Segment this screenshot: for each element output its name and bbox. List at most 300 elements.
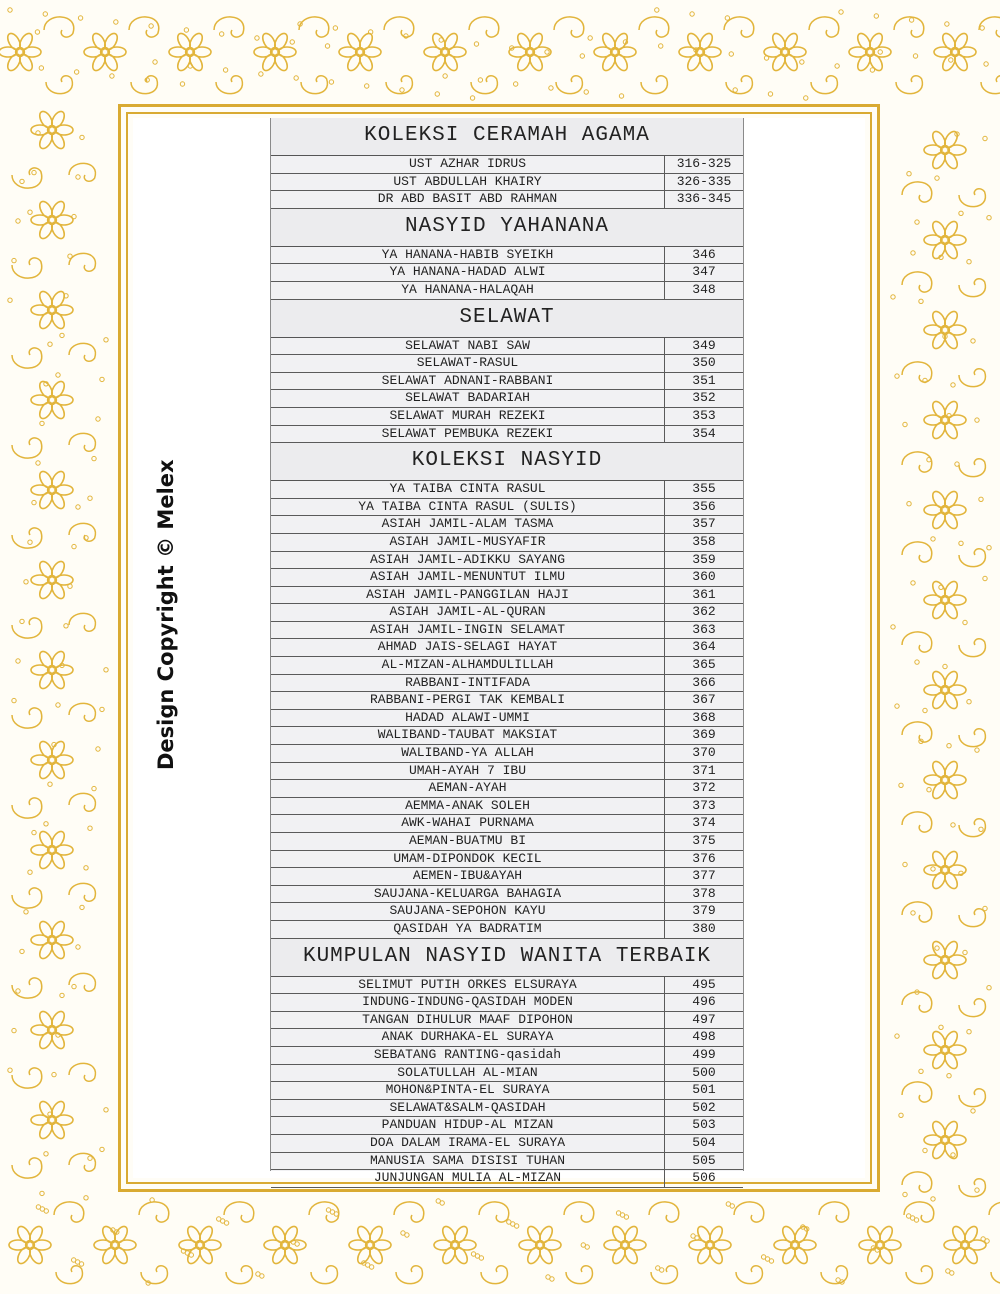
table-row [271, 355, 743, 373]
vine-scroll [902, 452, 932, 472]
vine-scroll [736, 1266, 762, 1284]
flower-petal [942, 489, 960, 510]
vine-scroll [56, 1266, 82, 1284]
item-number: 355 [692, 481, 716, 497]
flower-petal [942, 759, 960, 780]
ornament-dot [110, 74, 114, 78]
flower-petal [452, 1224, 470, 1245]
item-number: 380 [692, 920, 716, 936]
item-number: 502 [692, 1099, 716, 1115]
ornament-dot [983, 906, 987, 910]
ornament-dot [895, 1034, 899, 1038]
item-number: 359 [692, 551, 716, 567]
flower-petal [537, 1224, 555, 1245]
flower-petal [197, 1224, 215, 1245]
flower-petal [49, 919, 67, 940]
vine-scroll [556, 76, 582, 94]
ornament-dot [255, 36, 259, 40]
flower-petal [942, 309, 960, 330]
table-row [271, 338, 743, 356]
item-title: QASIDAH YA BADRATIM [271, 921, 665, 938]
ornament-dot [149, 24, 153, 28]
ornament-dot [915, 220, 919, 224]
ornament-dot [68, 254, 72, 258]
item-title: AHMAD JAIS-SELAGI HAYAT [271, 639, 665, 656]
item-title: ASIAH JAMIL-ADIKKU SAYANG [271, 552, 665, 569]
item-title: SAUJANA-KELUARGA BAHAGIA [271, 886, 665, 903]
ornament-dot [507, 1220, 511, 1224]
ornament-dot [8, 8, 12, 12]
ornament-dot [100, 377, 104, 381]
ornament-dot [44, 1152, 48, 1156]
vine-scroll [959, 189, 985, 207]
table-row [271, 552, 743, 570]
ornament-dot [980, 26, 984, 30]
ornament-dot [619, 94, 623, 98]
ornament-dot [326, 1208, 330, 1212]
ornament-dot [975, 748, 979, 752]
item-title: AEMMA-ANAK SOLEH [271, 798, 665, 815]
vine-scroll [639, 17, 669, 37]
vine-scroll [902, 1082, 932, 1102]
item-number: 347 [692, 264, 716, 280]
ornament-dot [100, 707, 104, 711]
item-title: SELAWAT NABI SAW [271, 338, 665, 355]
ornament-dot [72, 1258, 76, 1262]
ornament-dot [584, 90, 588, 94]
item-title: AEMAN-BUATMU BI [271, 833, 665, 850]
item-title: UST ABDULLAH KHAIRY [271, 174, 665, 191]
ornament-dot [16, 659, 20, 663]
section-title: KUMPULAN NASYID WANITA TERBAIK [271, 939, 743, 977]
vine-scroll [902, 182, 932, 202]
ornament-dot [478, 78, 482, 82]
flower-petal [442, 31, 460, 52]
ornament-dot [84, 866, 88, 870]
ornament-dot [325, 44, 329, 48]
ornament-dot [180, 82, 184, 86]
vine-scroll [959, 1089, 985, 1107]
table-row [271, 408, 743, 426]
vine-scroll [226, 1266, 252, 1284]
flower-petal [942, 849, 960, 870]
flower-petal [367, 1224, 385, 1245]
ornament-dot [951, 1153, 955, 1157]
vine-scroll [69, 703, 95, 721]
ornament-dot [839, 10, 843, 14]
ornament-dot [971, 1109, 975, 1113]
ornament-dot [223, 68, 227, 72]
ornament-dot [20, 619, 24, 623]
ornament-dot [835, 64, 839, 68]
item-title: RABBANI-INTIFADA [271, 675, 665, 692]
table-row [271, 921, 743, 939]
vine-scroll [959, 999, 985, 1017]
vine-scroll [69, 613, 95, 631]
vine-scroll [649, 1202, 679, 1222]
vine-scroll [991, 1266, 1000, 1284]
flower-petal [49, 739, 67, 760]
item-number: 364 [692, 639, 716, 655]
ornament-dot [28, 870, 32, 874]
ornament-dot [903, 1192, 907, 1196]
ornament-dot [8, 1068, 12, 1072]
flower-petal [187, 31, 205, 52]
item-number: 500 [692, 1064, 716, 1080]
vine-scroll [481, 1266, 507, 1284]
vine-scroll [902, 812, 932, 832]
ornament-dot [870, 68, 874, 72]
item-title: YA HANANA-HADAD ALWI [271, 264, 665, 281]
ornament-dot [88, 826, 92, 830]
vine-scroll [129, 17, 159, 37]
table-row [271, 174, 743, 192]
item-number: 351 [692, 372, 716, 388]
ornament-dot [365, 84, 369, 88]
table-row [271, 264, 743, 282]
vine-scroll [46, 76, 72, 94]
ornament-dot [24, 580, 28, 584]
ornament-dot [911, 251, 915, 255]
table-row [271, 481, 743, 499]
ornament-dot [975, 1188, 979, 1192]
item-number: 504 [692, 1134, 716, 1150]
item-number: 499 [692, 1046, 716, 1062]
ornament-dot [104, 1108, 108, 1112]
item-number: 326-335 [676, 173, 732, 189]
item-number: 379 [692, 903, 716, 919]
flower-petal [17, 31, 35, 52]
vine-scroll [979, 17, 1000, 37]
ornament-dot [217, 1217, 221, 1221]
vine-scroll [902, 992, 932, 1012]
ornament-dot [690, 12, 694, 16]
item-title: ASIAH JAMIL-PANGGILAN HAJI [271, 587, 665, 604]
vine-scroll [44, 17, 74, 37]
vine-scroll [641, 76, 667, 94]
ornament-dot [907, 502, 911, 506]
section-title: KOLEKSI CERAMAH AGAMA [271, 118, 743, 156]
ornament-dot [259, 72, 263, 76]
item-title: MANUSIA SAMA DISISI TUHAN [271, 1153, 665, 1170]
flower-petal [697, 31, 715, 52]
item-number: 506 [692, 1170, 716, 1186]
ornament-dot [35, 30, 39, 34]
ornament-dot [919, 1069, 923, 1073]
ornament-dot [471, 1252, 475, 1256]
ornament-dot [764, 56, 768, 60]
item-number: 377 [692, 868, 716, 884]
ornament-dot [333, 26, 337, 30]
flower-petal [782, 31, 800, 52]
vine-scroll [959, 639, 985, 657]
ornament-dot [949, 58, 953, 62]
ornament-dot [836, 1278, 840, 1282]
flower-petal [49, 1099, 67, 1120]
flower-petal [942, 579, 960, 600]
vine-scroll [959, 1179, 985, 1197]
item-number: 365 [692, 657, 716, 673]
table-row [271, 657, 743, 675]
table-row [271, 282, 743, 300]
ornament-dot [16, 219, 20, 223]
ornament-dot [959, 211, 963, 215]
ornament-dot [923, 708, 927, 712]
item-number: 373 [692, 797, 716, 813]
flower-petal [49, 289, 67, 310]
flower-petal [942, 1119, 960, 1140]
table-row [271, 815, 743, 833]
item-number: 501 [692, 1082, 716, 1098]
vine-scroll [69, 343, 95, 361]
table-row [271, 977, 743, 995]
table-row [271, 994, 743, 1012]
item-number: 361 [692, 586, 716, 602]
item-title: PANDUAN HIDUP-AL MIZAN [271, 1117, 665, 1134]
flower-petal [867, 31, 885, 52]
table-row [271, 390, 743, 408]
ornament-dot [76, 175, 80, 179]
item-number: 498 [692, 1029, 716, 1045]
ornament-dot [691, 1234, 695, 1238]
vine-scroll [981, 76, 1000, 94]
ornament-dot [899, 783, 903, 787]
vine-scroll [12, 1068, 42, 1088]
vine-scroll [12, 708, 42, 728]
item-title: SELAWAT-RASUL [271, 355, 665, 372]
vine-scroll [959, 549, 985, 567]
ornament-dot [36, 1205, 40, 1209]
ornament-dot [88, 496, 92, 500]
item-title: WALIBAND-TAUBAT MAKSIAT [271, 727, 665, 744]
vine-scroll [69, 793, 95, 811]
vine-scroll [902, 902, 932, 922]
flower-petal [942, 219, 960, 240]
ornament-dot [927, 788, 931, 792]
flower-petal [49, 379, 67, 400]
ornament-dot [84, 1196, 88, 1200]
item-title: SELAWAT ADNANI-RABBANI [271, 373, 665, 390]
flower-petal [622, 1224, 640, 1245]
vine-scroll [471, 76, 497, 94]
ornament-dot [549, 86, 553, 90]
ornament-dot [43, 12, 47, 16]
vine-scroll [12, 528, 42, 548]
vine-scroll [69, 883, 95, 901]
item-title: SELIMUT PUTIH ORKES ELSURAYA [271, 977, 665, 994]
ornament-dot [984, 62, 988, 66]
table-row [271, 587, 743, 605]
ornament-dot [983, 136, 987, 140]
table-row [271, 1029, 743, 1047]
ornament-dot [903, 422, 907, 426]
ornament-dot [80, 905, 84, 909]
ornament-dot [907, 172, 911, 176]
item-title: AWK-WAHAI PURNAMA [271, 815, 665, 832]
item-title: SELAWAT&SALM-QASIDAH [271, 1100, 665, 1117]
vine-scroll [301, 76, 327, 94]
vine-scroll [12, 888, 42, 908]
vine-scroll [394, 1202, 424, 1222]
ornament-dot [913, 54, 917, 58]
ornament-dot [104, 338, 108, 342]
ornament-dot [12, 698, 16, 702]
ornament-dot [92, 786, 96, 790]
vine-scroll [12, 348, 42, 368]
ornament-dot [580, 54, 584, 58]
ornament-dot [72, 544, 76, 548]
table-row [271, 247, 743, 265]
ornament-dot [48, 782, 52, 786]
item-title: INDUNG-INDUNG-QASIDAH MODEN [271, 994, 665, 1011]
ornament-dot [20, 179, 24, 183]
ornament-dot [951, 383, 955, 387]
table-row [271, 156, 743, 174]
table-row [271, 903, 743, 921]
ornament-dot [581, 1243, 585, 1247]
flower-petal [357, 31, 375, 52]
ornament-dot [60, 993, 64, 997]
flower-petal [49, 829, 67, 850]
item-title: SELAWAT MURAH REZEKI [271, 408, 665, 425]
ornament-dot [659, 44, 663, 48]
vine-scroll [902, 272, 932, 292]
ornament-dot [40, 421, 44, 425]
vine-scroll [12, 618, 42, 638]
vine-scroll [651, 1266, 677, 1284]
vine-scroll [819, 1202, 849, 1222]
vine-scroll [959, 459, 985, 477]
ornament-dot [76, 945, 80, 949]
ornament-dot [329, 80, 333, 84]
table-row [271, 1117, 743, 1135]
ornament-dot [939, 1025, 943, 1029]
flower-petal [49, 469, 67, 490]
ornament-dot [947, 744, 951, 748]
item-title: ASIAH JAMIL-MUSYAFIR [271, 534, 665, 551]
vine-scroll [989, 1202, 1000, 1222]
vine-scroll [12, 798, 42, 818]
vine-scroll [384, 17, 414, 37]
table-row [271, 604, 743, 622]
ornament-dot [967, 1030, 971, 1034]
table-row [271, 886, 743, 904]
item-number: 316-325 [676, 156, 732, 171]
vine-scroll [902, 632, 932, 652]
ornament-dot [400, 88, 404, 92]
flower-petal [27, 1224, 45, 1245]
table-row [271, 745, 743, 763]
table-row [271, 639, 743, 657]
flower-petal [942, 669, 960, 690]
table-row [271, 426, 743, 444]
table-row [271, 692, 743, 710]
ornament-dot [971, 339, 975, 343]
vine-scroll [959, 819, 985, 837]
flower-petal [962, 1224, 980, 1245]
item-number: 378 [692, 885, 716, 901]
item-title: ASIAH JAMIL-INGIN SELAMAT [271, 622, 665, 639]
item-number: 366 [692, 674, 716, 690]
item-number: 360 [692, 569, 716, 585]
ornament-dot [906, 1214, 910, 1218]
vine-scroll [214, 17, 244, 37]
ornament-dot [96, 747, 100, 751]
item-number: 352 [692, 390, 716, 406]
vine-scroll [69, 433, 95, 451]
vine-scroll [902, 362, 932, 382]
item-number: 376 [692, 850, 716, 866]
ornament-dot [474, 42, 478, 46]
item-number: 362 [692, 604, 716, 620]
ornament-dot [935, 176, 939, 180]
item-title: ASIAH JAMIL-ALAM TASMA [271, 516, 665, 533]
ornament-dot [951, 823, 955, 827]
ornament-dot [88, 1156, 92, 1160]
ornament-dot [60, 333, 64, 337]
vine-scroll [896, 76, 922, 94]
ornament-dot [32, 830, 36, 834]
vine-scroll [902, 722, 932, 742]
item-title: JUNJUNGAN MULIA AL-MIZAN [271, 1170, 665, 1187]
ornament-dot [48, 342, 52, 346]
ornament-dot [8, 298, 12, 302]
flower-petal [942, 1029, 960, 1050]
ornament-dot [28, 210, 32, 214]
item-number: 371 [692, 762, 716, 778]
item-number: 367 [692, 692, 716, 708]
ornament-dot [72, 984, 76, 988]
table-row [271, 727, 743, 745]
item-number: 503 [692, 1117, 716, 1133]
item-title: RABBANI-PERGI TAK KEMBALI [271, 692, 665, 709]
ornament-dot [931, 867, 935, 871]
ornament-dot [919, 299, 923, 303]
ornament-dot [975, 418, 979, 422]
item-number: 354 [692, 425, 716, 441]
ornament-dot [78, 16, 82, 20]
vine-scroll [959, 909, 985, 927]
item-number: 370 [692, 745, 716, 761]
ornament-dot [74, 70, 78, 74]
table-row [271, 780, 743, 798]
ornament-dot [768, 92, 772, 96]
item-title: SEBATANG RANTING-qasidah [271, 1047, 665, 1064]
ornament-dot [967, 700, 971, 704]
table-row [271, 798, 743, 816]
item-title: UMAM-DIPONDOK KECIL [271, 851, 665, 868]
table-row [271, 1100, 743, 1118]
ornament-dot [947, 1074, 951, 1078]
vine-scroll [216, 76, 242, 94]
vine-scroll [141, 1266, 167, 1284]
ornament-dot [915, 660, 919, 664]
flower-petal [49, 559, 67, 580]
section-title: SELAWAT [271, 300, 743, 338]
ornament-dot [219, 32, 223, 36]
ornament-dot [92, 456, 96, 460]
table-row [271, 1170, 743, 1188]
flower-petal [112, 1224, 130, 1245]
ornament-dot [911, 581, 915, 585]
table-row [271, 1135, 743, 1153]
item-title: AL-MIZAN-ALHAMDULILLAH [271, 657, 665, 674]
item-number: 496 [692, 994, 716, 1010]
item-number: 336-345 [676, 191, 732, 207]
table-row [271, 675, 743, 693]
ornament-dot [931, 537, 935, 541]
flower-petal [49, 109, 67, 130]
